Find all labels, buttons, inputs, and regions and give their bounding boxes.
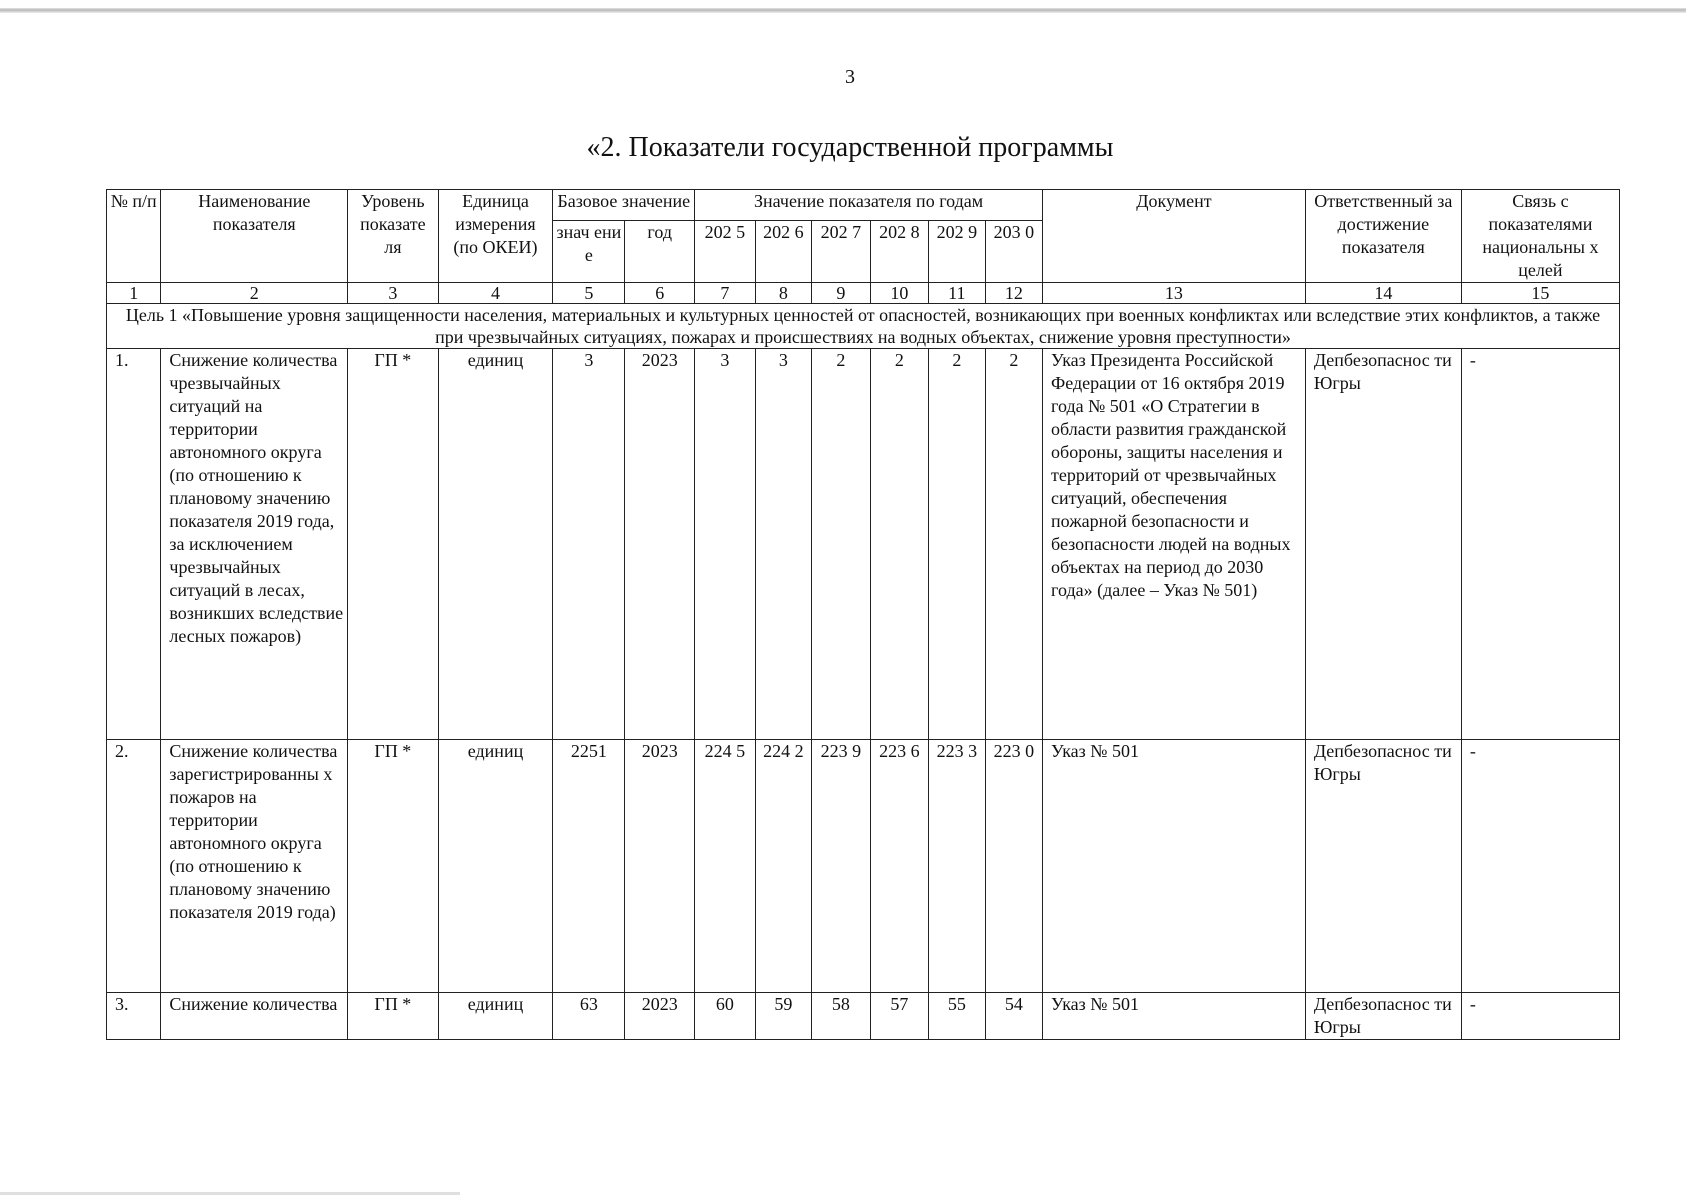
- row-base-value: 2251: [553, 740, 625, 993]
- column-number: 6: [625, 283, 695, 304]
- row-year-value: 57: [870, 993, 929, 1040]
- row-year-value: 55: [929, 993, 985, 1040]
- row-year-value: 59: [755, 993, 811, 1040]
- row-year-value: 223 3: [929, 740, 985, 993]
- indicators-table: [106, 189, 1620, 1040]
- row-responsible: Депбезопаснос ти Югры: [1305, 993, 1461, 1040]
- row-link: -: [1461, 993, 1619, 1040]
- column-number: 14: [1305, 283, 1461, 304]
- row-indicator-name: Снижение количества чрезвычайных ситуаций на территории автономного округа (по отношению к плановому значению показателя 2019 года, за исключением чрезвычайных ситуаций в лесах, возникших вследствие лесных пожаров): [161, 349, 348, 740]
- table-row: [107, 993, 1620, 1040]
- table-header-row: [107, 190, 1620, 221]
- row-year-value: 60: [695, 993, 756, 1040]
- header-name: Наименование показателя: [161, 190, 348, 283]
- row-year-value: 2: [870, 349, 929, 740]
- column-number: 12: [985, 283, 1042, 304]
- column-number: 2: [161, 283, 348, 304]
- row-document: Указ Президента Российской Федерации от 16 октября 2019 года № 501 «О Стратегии в области развития гражданской обороны, защиты населения и территорий от чрезвычайных ситуаций, обеспечения пожарной безопасности и безопасности людей на водных объектах на период до 2030 года» (далее – Указ № 501): [1043, 349, 1306, 740]
- row-level: ГП *: [348, 740, 438, 993]
- page-number: 3: [845, 66, 855, 88]
- column-number-row: [107, 283, 1620, 304]
- column-number: 4: [438, 283, 553, 304]
- header-year: 202 5: [695, 221, 756, 283]
- row-year-value: 54: [985, 993, 1042, 1040]
- header-num: № п/п: [107, 190, 161, 283]
- row-indicator-name: Снижение количества: [161, 993, 348, 1040]
- row-year-value: 224 2: [755, 740, 811, 993]
- header-year: 202 8: [870, 221, 929, 283]
- column-number: 15: [1461, 283, 1619, 304]
- row-num: 1.: [107, 349, 161, 740]
- table-row: [107, 349, 1620, 740]
- row-unit: единиц: [438, 349, 553, 740]
- header-unit: Единица измерения (по ОКЕИ): [438, 190, 553, 283]
- goal-text: Цель 1 «Повышение уровня защищенности населения, материальных и культурных ценностей от опасностей, возникающих при военных конфликтах или вследствие этих конфликтов, а также при чрезвычайных ситуациях, пожарах и происшествиях на водных объектах, снижение уровня преступности»: [107, 304, 1620, 349]
- row-unit: единиц: [438, 993, 553, 1040]
- header-responsible: Ответственный за достижение показателя: [1305, 190, 1461, 283]
- header-values-by-year: Значение показателя по годам: [695, 190, 1043, 221]
- header-base-value: знач ение: [553, 221, 625, 283]
- scan-edge-top: [0, 8, 1686, 13]
- header-base: Базовое значение: [553, 190, 695, 221]
- row-responsible: Депбезопаснос ти Югры: [1305, 349, 1461, 740]
- goal-row: [107, 304, 1620, 349]
- row-unit: единиц: [438, 740, 553, 993]
- header-document: Документ: [1043, 190, 1306, 283]
- row-year-value: 3: [755, 349, 811, 740]
- scan-edge-bottom: [0, 1192, 460, 1195]
- row-level: ГП *: [348, 993, 438, 1040]
- row-level: ГП *: [348, 349, 438, 740]
- row-base-year: 2023: [625, 993, 695, 1040]
- column-number: 8: [755, 283, 811, 304]
- row-responsible: Депбезопаснос ти Югры: [1305, 740, 1461, 993]
- header-link: Связь с показателями национальны х целей: [1461, 190, 1619, 283]
- row-document: Указ № 501: [1043, 740, 1306, 993]
- row-document: Указ № 501: [1043, 993, 1306, 1040]
- header-year: 202 9: [929, 221, 985, 283]
- row-link: -: [1461, 349, 1619, 740]
- column-number: 9: [812, 283, 871, 304]
- row-year-value: 2: [985, 349, 1042, 740]
- header-year: 202 6: [755, 221, 811, 283]
- row-base-value: 3: [553, 349, 625, 740]
- header-year: 202 7: [812, 221, 871, 283]
- row-year-value: 224 5: [695, 740, 756, 993]
- column-number: 5: [553, 283, 625, 304]
- column-number: 11: [929, 283, 985, 304]
- row-year-value: 58: [812, 993, 871, 1040]
- row-num: 2.: [107, 740, 161, 993]
- row-year-value: 223 0: [985, 740, 1042, 993]
- row-year-value: 2: [929, 349, 985, 740]
- row-base-year: 2023: [625, 740, 695, 993]
- column-number: 7: [695, 283, 756, 304]
- row-year-value: 3: [695, 349, 756, 740]
- column-number: 10: [870, 283, 929, 304]
- column-number: 1: [107, 283, 161, 304]
- page-title: «2. Показатели государственной программы: [586, 132, 1114, 163]
- header-level: Уровень показате ля: [348, 190, 438, 283]
- header-base-year: год: [625, 221, 695, 283]
- column-number: 3: [348, 283, 438, 304]
- row-base-year: 2023: [625, 349, 695, 740]
- column-number: 13: [1043, 283, 1306, 304]
- row-link: -: [1461, 740, 1619, 993]
- table-row: [107, 740, 1620, 993]
- header-year: 203 0: [985, 221, 1042, 283]
- row-num: 3.: [107, 993, 161, 1040]
- row-base-value: 63: [553, 993, 625, 1040]
- row-year-value: 2: [812, 349, 871, 740]
- row-indicator-name: Снижение количества зарегистрированны х пожаров на территории автономного округа (по отношению к плановому значению показателя 2019 года): [161, 740, 348, 993]
- row-year-value: 223 6: [870, 740, 929, 993]
- row-year-value: 223 9: [812, 740, 871, 993]
